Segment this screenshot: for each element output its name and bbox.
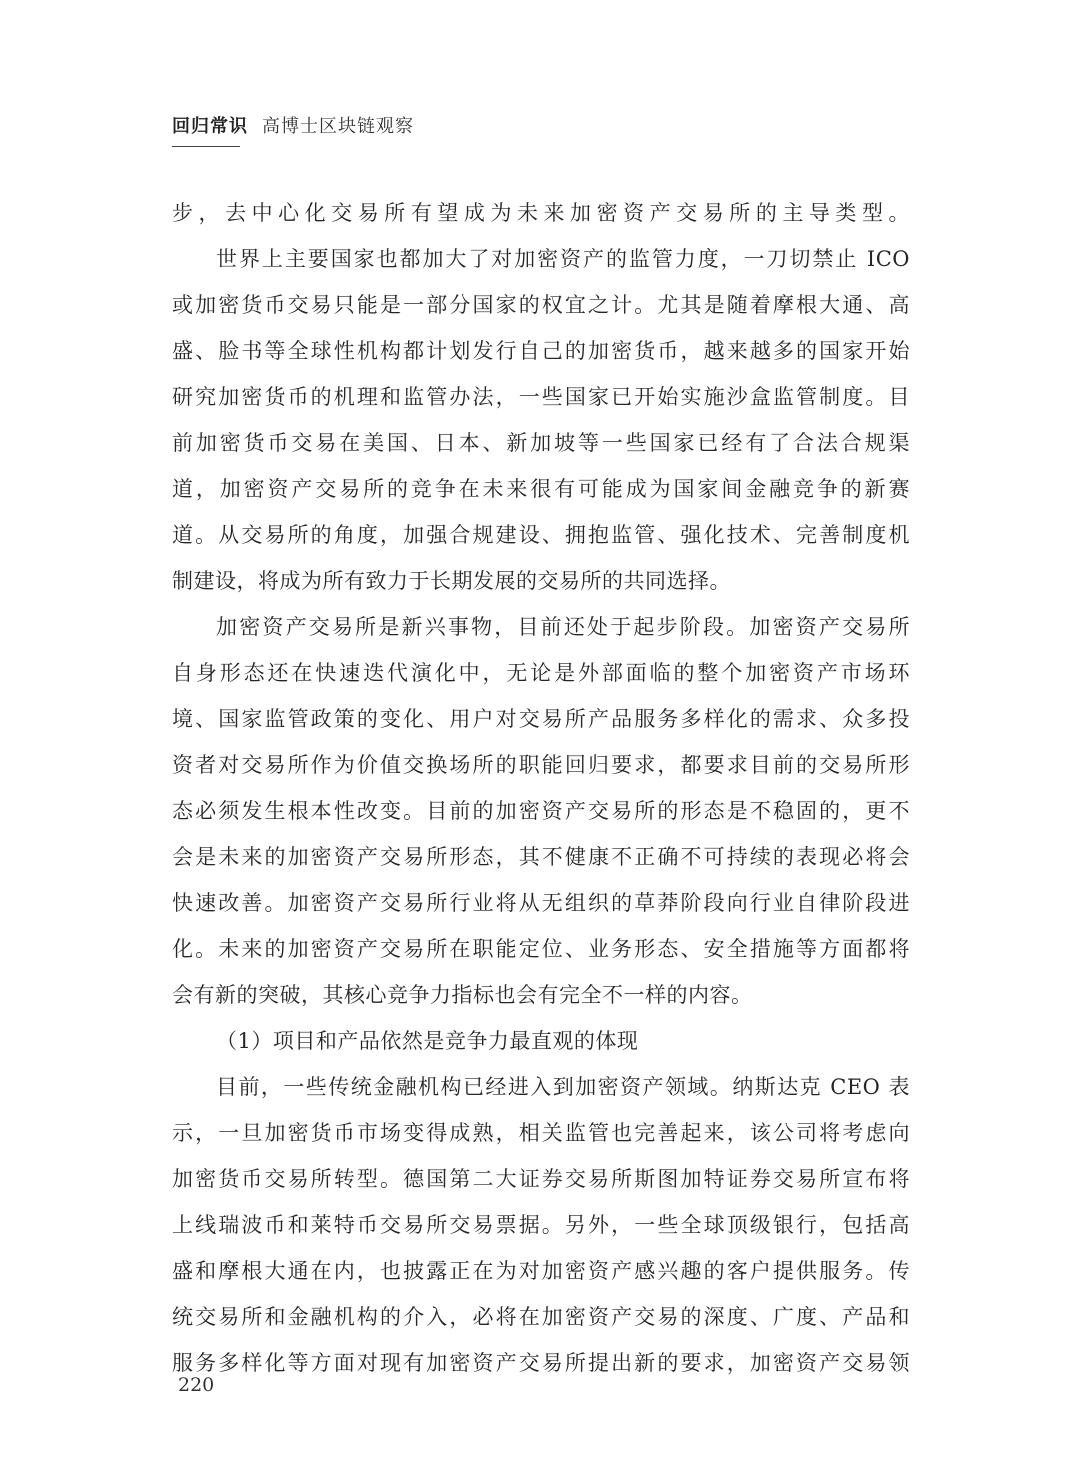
text-line: 化。未来的加密资产交易所在职能定位、业务形态、安全措施等方面都将 <box>172 937 910 961</box>
book-title: 回归常识 <box>172 116 248 137</box>
body-text <box>172 190 910 1386</box>
text-line: 快速改善。加密资产交易所行业将从无组织的草莽阶段向行业自律阶段进 <box>172 891 910 915</box>
text-line: 步，去中心化交易所有望成为未来加密资产交易所的主导类型。 <box>172 201 910 225</box>
paragraph-first-line: 加密资产交易所是新兴事物，目前还处于起步阶段。加密资产交易所 <box>216 615 910 639</box>
text-line: 境、国家监管政策的变化、用户对交易所产品服务多样化的需求、众多投 <box>172 707 910 731</box>
running-header <box>172 112 414 142</box>
text-line: 加密货币交易所转型。德国第二大证券交易所斯图加特证券交易所宣布将 <box>172 1167 910 1191</box>
paragraph-last-line: 会有新的突破，其核心竞争力指标也会有完全不一样的内容。 <box>172 983 753 1007</box>
text-line: 资者对交易所作为价值交换场所的职能回归要求，都要求目前的交易所形 <box>172 753 910 777</box>
column-title: 高博士区块链观察 <box>262 116 414 137</box>
text-line: 前加密货币交易在美国、日本、新加坡等一些国家已经有了合法合规渠 <box>172 431 910 455</box>
text-line: 自身形态还在快速迭代演化中，无论是外部面临的整个加密资产市场环 <box>172 661 910 685</box>
text-line: 上线瑞波币和莱特币交易所交易票据。另外，一些全球顶级银行，包括高 <box>172 1213 910 1237</box>
text-line: 统交易所和金融机构的介入，必将在加密资产交易的深度、广度、产品和 <box>172 1305 910 1329</box>
text-line: 服务多样化等方面对现有加密资产交易所提出新的要求，加密资产交易领 <box>172 1351 910 1375</box>
text-line: 研究加密货币的机理和监管办法，一些国家已开始实施沙盒监管制度。目 <box>172 385 910 409</box>
text-line: 会是未来的加密资产交易所形态，其不健康不正确不可持续的表现必将会 <box>172 845 910 869</box>
page-number: 220 <box>178 1374 215 1396</box>
paragraph-first-line: 目前，一些传统金融机构已经进入到加密资产领域。纳斯达克 CEO 表 <box>216 1075 910 1099</box>
header-rule <box>172 146 240 147</box>
paragraph-first-line: 世界上主要国家也都加大了对加密资产的监管力度，一刀切禁止 ICO <box>216 247 910 271</box>
text-line: 盛、脸书等全球性机构都计划发行自己的加密货币，越来越多的国家开始 <box>172 339 910 363</box>
text-line: 态必须发生根本性改变。目前的加密资产交易所的形态是不稳固的，更不 <box>172 799 910 823</box>
section-heading: （1）项目和产品依然是竞争力最直观的体现 <box>216 1029 639 1053</box>
text-line: 道。从交易所的角度，加强合规建设、拥抱监管、强化技术、完善制度机 <box>172 523 910 547</box>
text-line: 示，一旦加密货币市场变得成熟，相关监管也完善起来，该公司将考虑向 <box>172 1121 910 1145</box>
paragraph-last-line: 制建设，将成为所有致力于长期发展的交易所的共同选择。 <box>172 569 731 593</box>
text-line: 道，加密资产交易所的竞争在未来很有可能成为国家间金融竞争的新赛 <box>172 477 910 501</box>
text-line: 盛和摩根大通在内，也披露正在为对加密资产感兴趣的客户提供服务。传 <box>172 1259 910 1283</box>
text-line: 或加密货币交易只能是一部分国家的权宜之计。尤其是随着摩根大通、高 <box>172 293 910 317</box>
